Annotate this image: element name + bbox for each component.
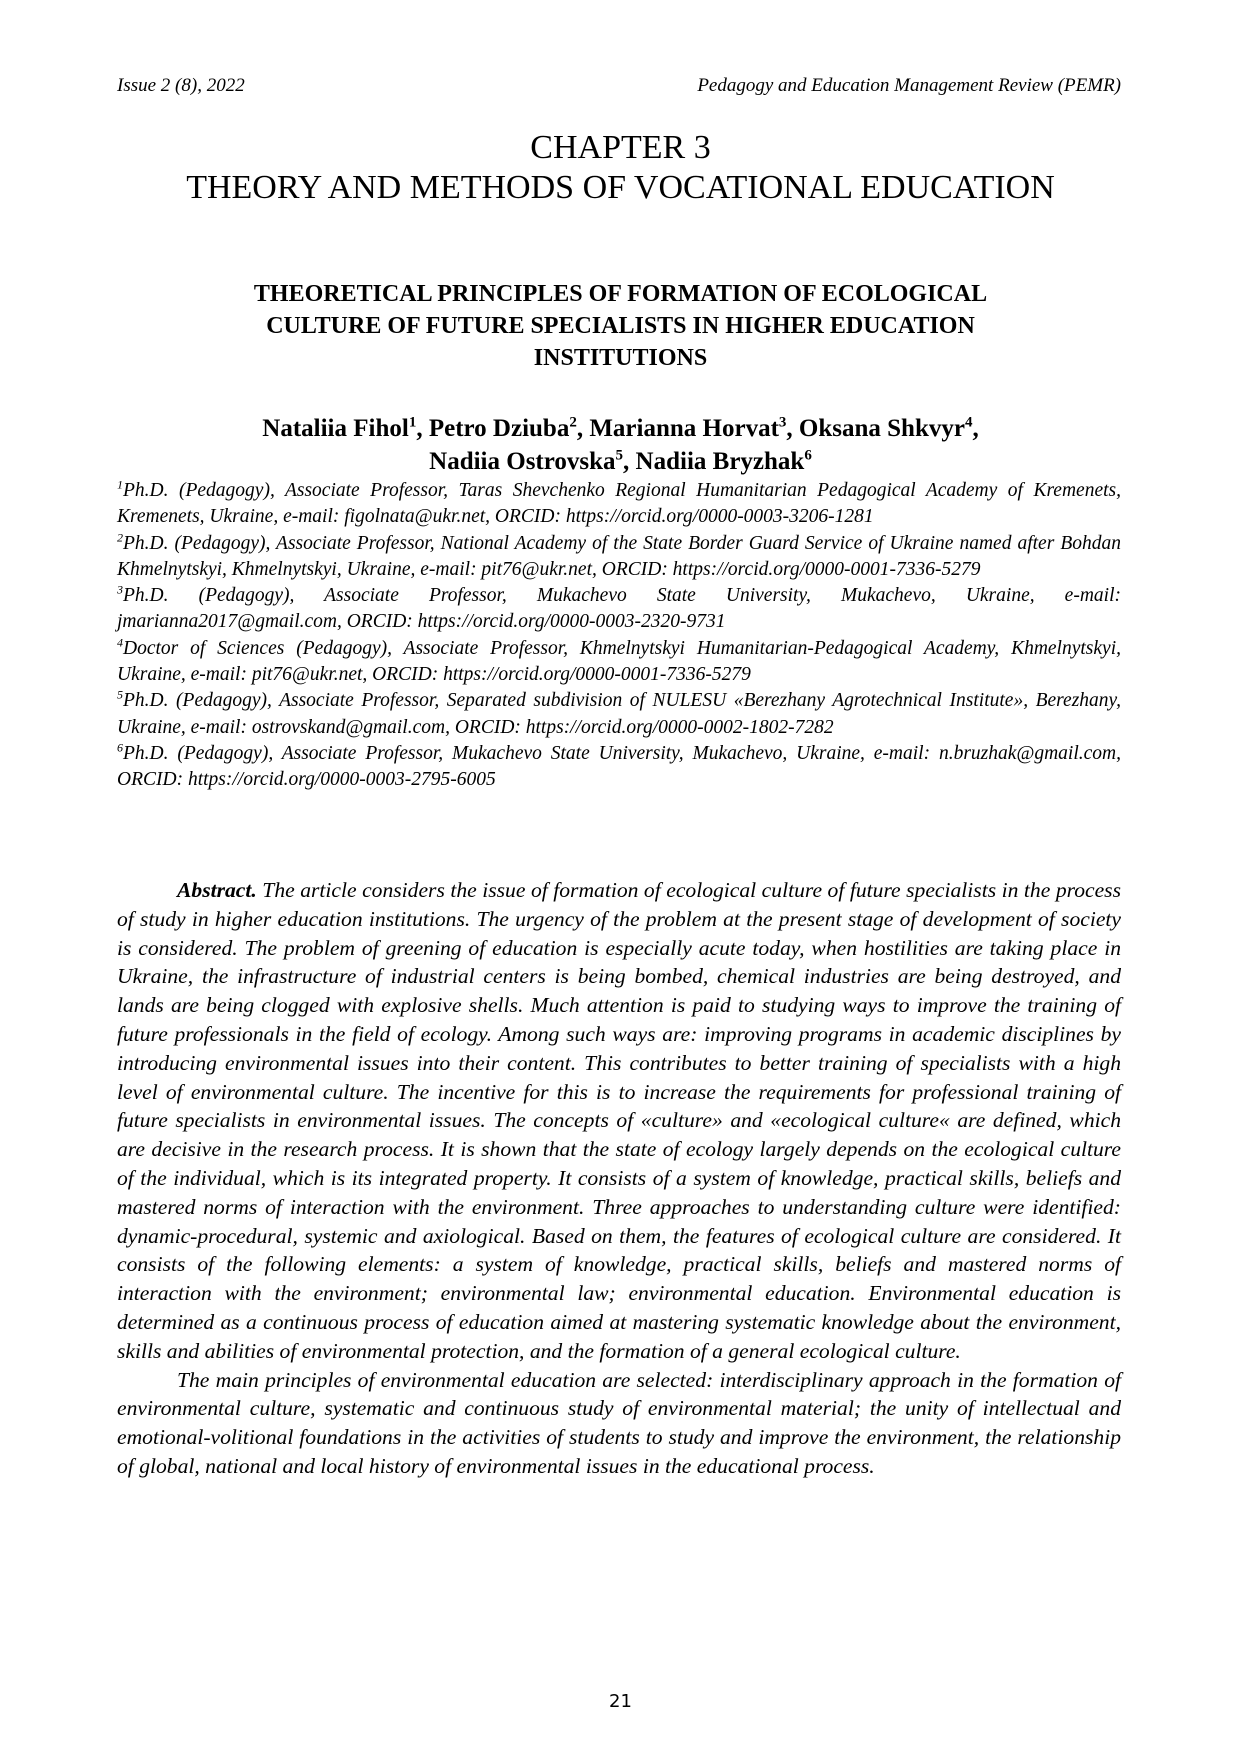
author-name: Nadiia Ostrovska — [429, 448, 616, 475]
affiliation-item — [117, 688, 1121, 741]
article-title-line: INSTITUTIONS — [533, 345, 708, 371]
article-title-line: CULTURE OF FUTURE SPECIALISTS IN HIGHER EDUCATION — [266, 313, 975, 339]
abstract-paragraph — [117, 876, 1121, 1366]
author-superscript: 1 — [408, 414, 417, 431]
affiliation-text: Ph.D. (Pedagogy), Associate Professor, Mukachevo State University, Mukachevo, Ukraine, e-mail: jmarianna2017@gmail.com, ORCID: https://orcid.org/0000-0003-2320-9731 — [117, 585, 1121, 633]
author-name: Marianna Horvat — [589, 415, 779, 442]
chapter-title: THEORY AND METHODS OF VOCATIONAL EDUCATION — [186, 169, 1055, 206]
affiliation-superscript: 3 — [117, 582, 123, 597]
abstract-label: Abstract. — [177, 878, 257, 902]
running-header-journal: Pedagogy and Education Management Review (PEMR) — [697, 75, 1121, 96]
author-name: Nataliia Fihol — [262, 415, 409, 442]
author-superscript: 3 — [778, 414, 787, 431]
affiliation-superscript: 5 — [117, 687, 123, 702]
author-list — [110, 412, 1131, 478]
article-title — [150, 278, 1091, 374]
affiliation-item — [117, 531, 1121, 584]
author-superscript: 6 — [804, 447, 812, 464]
affiliation-text: Ph.D. (Pedagogy), Associate Professor, Taras Shevchenko Regional Humanitarian Pedagogical Academy of Kremenets, Kremenets, Ukraine, e-mail: figolnata@ukr.net, ORCID: https://orcid.org/0000-0003-3206-1281 — [117, 480, 1121, 528]
affiliation-text: Ph.D. (Pedagogy), Associate Professor, Mukachevo State University, Mukachevo, Ukraine, e-mail: n.bruzhak@gmail.com, ORCID: https://orcid.org/0000-0003-2795-6005 — [117, 742, 1121, 791]
affiliation-item — [117, 741, 1121, 794]
affiliation-superscript: 4 — [117, 635, 123, 650]
author-name: Nadiia Bryzhak — [635, 448, 805, 475]
author-superscript: 5 — [615, 447, 624, 464]
author-superscript: 4 — [964, 414, 973, 431]
author-superscript: 2 — [569, 414, 577, 431]
affiliation-superscript: 6 — [117, 740, 123, 755]
article-title-line: THEORETICAL PRINCIPLES OF FORMATION OF ECOLOGICAL — [253, 281, 988, 307]
abstract-text: The article considers the issue of formation of ecological culture of future specialists in the process of study in higher education institutions. The urgency of the problem at the present stage of development of society is considered. The problem of greening of education is especially acute today, when hostilities are taking place in Ukraine, the infrastructure of industrial centers is being bombed, chemical industries are being destroyed, and lands are being clogged with explosive shells. Much attention is paid to studying ways to improve the training of future professionals in the field of ecology. Among such ways are: improving programs in academic disciplines by introducing environmental issues into their content. This contributes to better training of specialists with a high level of environmental culture. The incentive for this is to increase the requirements for professional training of future specialists in environmental issues. The concepts of «culture» and «ecological culture« are defined, which are decisive in the research process. It is shown that the state of ecology largely depends on the ecological culture of the individual, which is its integrated property. It consists of a system of knowledge, practical skills, beliefs and mastered norms of interaction with the environment. Three approaches to understanding culture were identified: dynamic-procedural, systemic and axiological. Based on them, the features of ecological culture are considered. It consists of the following elements: a system of knowledge, practical skills, beliefs and mastered norms of interaction with the environment; environmental law; environmental education. Environmental education is determined as a continuous process of education aimed at mastering systematic knowledge about the environment, skills and abilities of environmental protection, and the formation of a general ecological culture. — [117, 878, 1121, 1363]
author-name: Petro Dziuba — [428, 415, 570, 442]
abstract-section — [117, 876, 1121, 1481]
running-header-issue: Issue 2 (8), 2022 — [117, 75, 245, 96]
author-name: Oksana Shkvyr — [798, 415, 965, 442]
affiliation-superscript: 1 — [117, 477, 123, 492]
affiliation-text: Ph.D. (Pedagogy), Associate Professor, National Academy of the State Border Guard Service of Ukraine named after Bohdan Khmelnytskyi, Khmelnytskyi, Ukraine, e-mail: pit76@ukr.net, ORCID: https://orcid.org/0000-0001-7336-5279 — [117, 532, 1121, 580]
chapter-number: CHAPTER 3 — [530, 129, 711, 166]
abstract-paragraph — [117, 1366, 1121, 1481]
author-line: Nataliia Fihol$^1$, Petro Dziuba$^2$, Marianna Horvat$^3$, Oksana Shkvyr$^4$, — [262, 414, 979, 442]
affiliation-item — [117, 636, 1121, 689]
affiliation-item — [117, 478, 1121, 531]
chapter-heading — [0, 128, 1241, 208]
page-number: 21 — [609, 1691, 632, 1712]
author-line: Nadiia Ostrovska$^5$, Nadiia Bryzhak$^6$ — [429, 447, 812, 475]
affiliation-superscript: 2 — [117, 530, 123, 545]
affiliation-text: Doctor of Sciences (Pedagogy), Associate Professor, Khmelnytskyi Humanitarian-Pedagogical Academy, Khmelnytskyi, Ukraine, e-mail: pit76@ukr.net, ORCID: https://orcid.org/0000-0001-7336-5279 — [117, 637, 1121, 686]
affiliation-list — [117, 478, 1121, 794]
abstract-text: The main principles of environmental education are selected: interdisciplinary approach in the formation of environmental culture, systematic and continuous study of environmental material; the unity of intellectual and emotional-volitional foundations in the activities of students to study and improve the environment, the relationship of global, national and local history of environmental issues in the educational process. — [117, 1367, 1121, 1478]
affiliation-text: Ph.D. (Pedagogy), Associate Professor, Separated subdivision of NULESU «Berezhany Agrotechnical Institute», Berezhany, Ukraine, e-mail: ostrovskand@gmail.com, ORCID: https://orcid.org/0000-0002-1802-7282 — [117, 690, 1121, 738]
affiliation-item — [117, 583, 1121, 636]
